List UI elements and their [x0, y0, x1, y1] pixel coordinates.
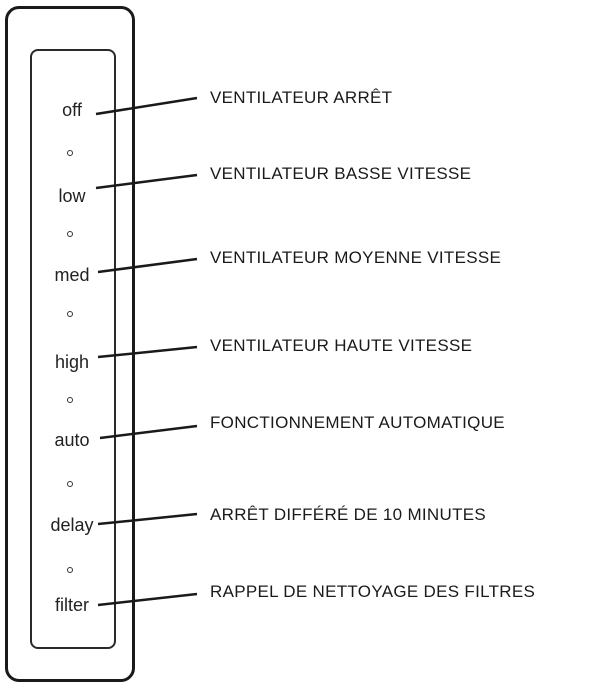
callout-fan-off: VENTILATEUR ARRÊT [210, 88, 393, 107]
leader-line-filter [98, 594, 197, 605]
leader-line-low [96, 175, 197, 188]
callout-fan-med: VENTILATEUR MOYENNE VITESSE [210, 248, 502, 267]
leader-line-high [98, 347, 197, 357]
leader-line-med [98, 259, 197, 272]
button-med[interactable]: med [54, 265, 90, 285]
button-filter[interactable]: filter [54, 595, 89, 615]
callout-auto-mode: FONCTIONNEMENT AUTOMATIQUE [210, 413, 505, 432]
callout-delay-off: ARRÊT DIFFÉRÉ DE 10 MINUTES [210, 505, 487, 524]
leader-line-auto [100, 426, 197, 438]
button-off[interactable]: off [62, 100, 82, 120]
callout-fan-high: VENTILATEUR HAUTE VITESSE [210, 336, 473, 355]
callout-fan-low: VENTILATEUR BASSE VITESSE [210, 164, 472, 183]
button-low[interactable]: low [58, 186, 86, 206]
button-delay[interactable]: delay [50, 515, 94, 535]
callout-filter-reminder: RAPPEL DE NETTOYAGE DES FILTRES [210, 582, 536, 601]
button-auto[interactable]: auto [54, 430, 90, 450]
button-high[interactable]: high [54, 352, 90, 372]
leader-line-off [96, 98, 197, 114]
leader-line-delay [98, 514, 197, 524]
